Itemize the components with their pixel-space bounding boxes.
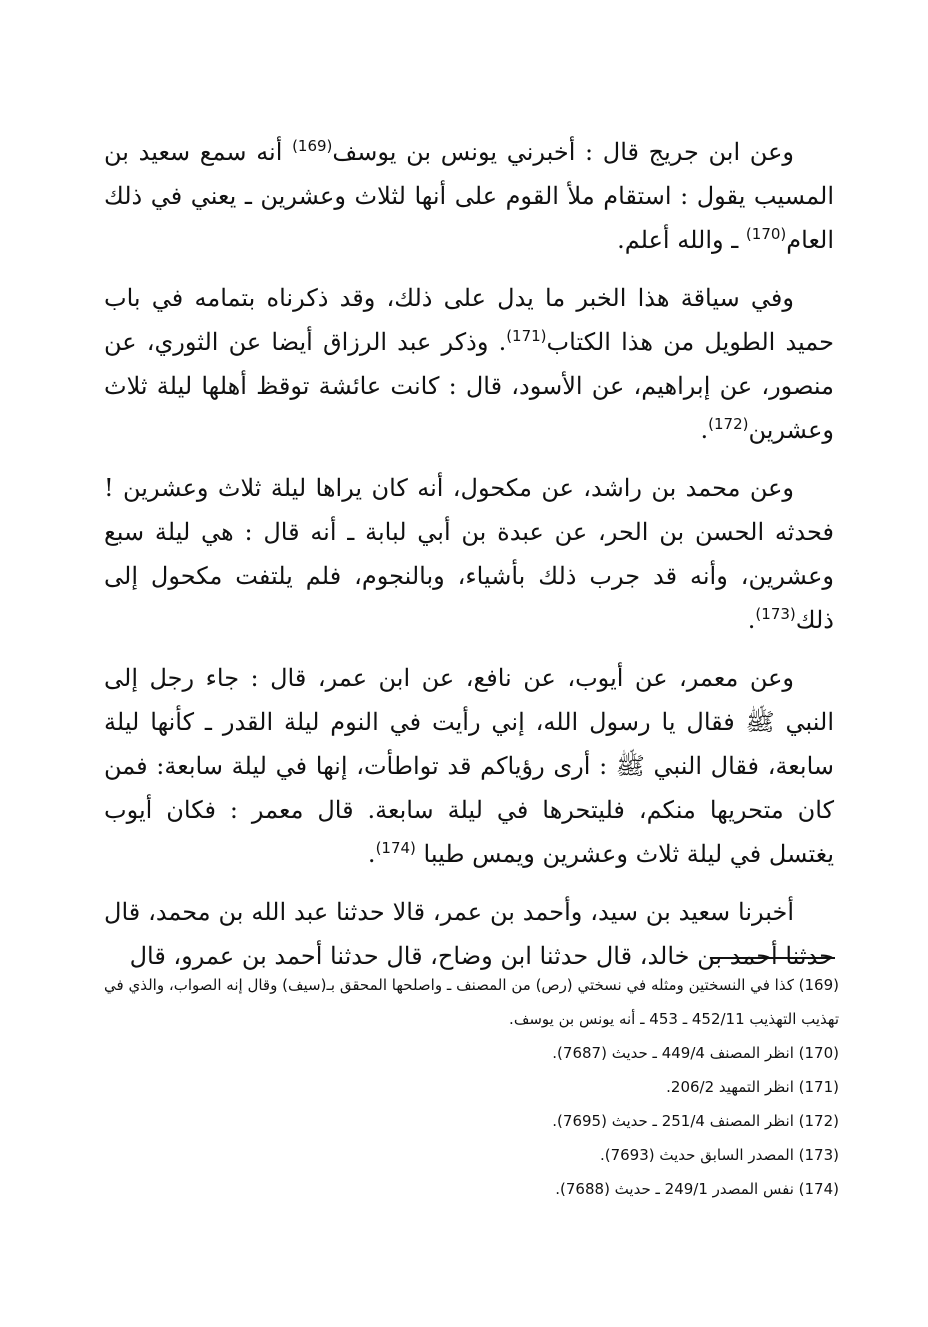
footnote-ref-170: (170) [745, 225, 787, 243]
footnote-text: نفس المصدر 249/1 ـ حديث (7688). [555, 1180, 794, 1198]
paragraph-1 [104, 130, 834, 262]
footnote-text: انظر التمهيد 206/2. [666, 1078, 794, 1096]
paragraph-text: . [747, 606, 756, 634]
paragraph-text: . وذكر عبد الرزاق أيضا عن الثوري، عن منصور، عن إبراهيم، عن الأسود، قال : كانت عائشة توقظ أهلها ليلة ثلاث وعشرين [104, 328, 834, 444]
footnote-number: (172) [798, 1112, 839, 1130]
footnote-text: انظر المصنف 449/4 ـ حديث (7687). [552, 1044, 794, 1062]
footnote-173 [104, 1138, 839, 1172]
paragraph-text: وفي سياقة هذا الخبر ما يدل على ذلك، وقد ذكرناه بتمامه في باب حميد الطويل من هذا الكتاب [104, 284, 834, 356]
footnote-text: انظر المصنف 251/4 ـ حديث (7695). [552, 1112, 794, 1130]
footnote-number: (171) [798, 1078, 839, 1096]
paragraph-text: . [700, 416, 709, 444]
footnote-ref-173: (173) [755, 605, 796, 623]
paragraph-text: وعن ابن جريج قال : أخبرني يونس بن يوسف [332, 138, 794, 166]
footnote-number: (173) [798, 1146, 839, 1164]
footnote-ref-169: (169) [292, 137, 333, 155]
footnote-text: المصدر السابق حديث (7693). [599, 1146, 794, 1164]
paragraph-text: أخبرنا سعيد بن سيد، وأحمد بن عمر، قالا حدثنا عبد الله بن محمد، قال حدثنا أحمد بن خالد، قال حدثنا ابن وضاح، قال حدثنا أحمد بن عمرو، قال [104, 898, 834, 970]
paragraph-text: وعن محمد بن راشد، عن مكحول، أنه كان يراها ليلة ثلاث وعشرين ! فحدثه الحسن بن الحر، عن عبدة بن أبي لبابة ـ أنه قال : هي ليلة سبع وعشرين، وأنه قد جرب ذلك بأشياء، وبالنجوم، فلم يلتفت مكحول إلى ذلك [104, 474, 834, 634]
footnote-divider [710, 957, 835, 959]
footnote-169 [104, 968, 839, 1036]
paragraph-2 [104, 276, 834, 452]
footnote-170 [104, 1036, 839, 1070]
footnotes [104, 968, 839, 1206]
footnote-ref-171: (171) [506, 327, 547, 345]
footnote-number: (174) [798, 1180, 839, 1198]
paragraph-5 [104, 890, 834, 978]
footnote-number: (169) [798, 976, 839, 994]
paragraph-text: . [367, 840, 376, 868]
footnote-174 [104, 1172, 839, 1206]
paragraph-4 [104, 656, 834, 876]
paragraph-text: ـ والله أعلم. [617, 226, 739, 254]
footnote-text: كذا في النسختين ومثله في نسختي (رص) من المصنف ـ واصلحها المحقق بـ(سيف) وقال إنه الصواب، والذي في تهذيب التهذيب 452/11 ـ 453 ـ أنه يونس بن يوسف. [104, 976, 839, 1028]
footnote-ref-174: (174) [375, 839, 416, 857]
paragraph-3 [104, 466, 834, 642]
footnote-ref-172: (172) [708, 415, 749, 433]
paragraph-text: وعن معمر، عن أيوب، عن نافع، عن ابن عمر، قال : جاء رجل إلى النبي ﷺ فقال يا رسول الله، إني رأيت في النوم ليلة القدر ـ كأنها ليلة سابعة، فقال النبي ﷺ : أرى رؤياكم قد تواطأت، إنها في ليلة سابعة: فمن كان متحريها منكم، فليتحرها في ليلة سابعة. قال معمر : فكان أيوب يغتسل في ليلة ثلاث وعشرين ويمس طيبا [104, 664, 834, 868]
footnote-172 [104, 1104, 839, 1138]
paragraph-text: أنه سمع سعيد بن المسيب يقول : استقام ملأ القوم على أنها لثلاث وعشرين ـ يعني في ذلك العام [104, 138, 834, 254]
footnote-number: (170) [798, 1044, 839, 1062]
footnote-171 [104, 1070, 839, 1104]
main-text [104, 130, 834, 992]
